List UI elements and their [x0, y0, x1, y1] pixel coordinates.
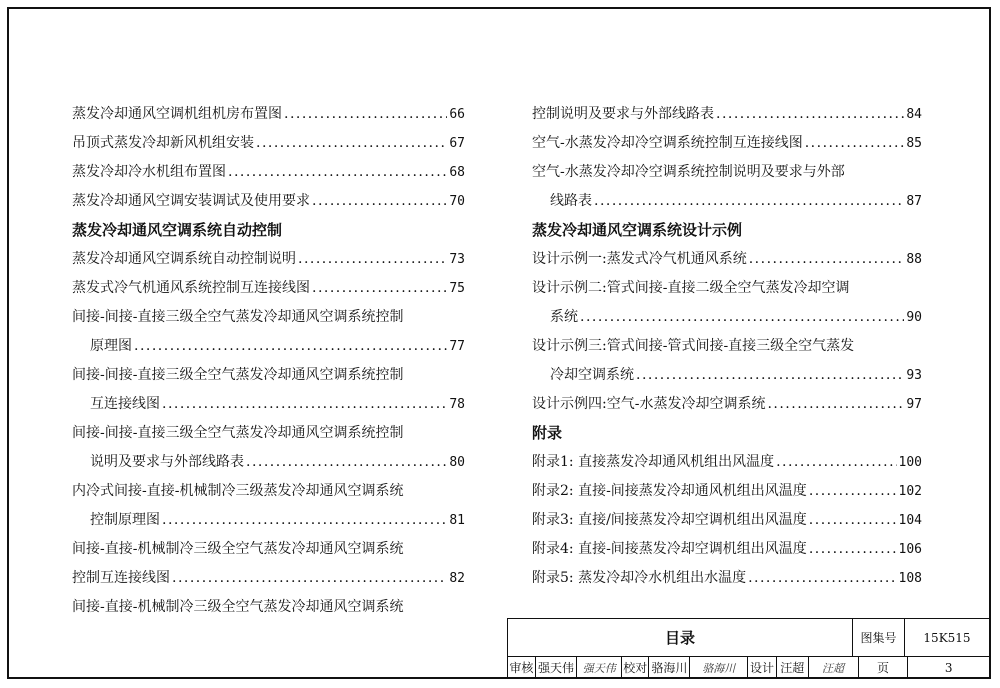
toc-entry-page: 102 — [898, 484, 922, 499]
toc-entry-title: 蒸发冷却冷水机组布置图 — [72, 164, 226, 180]
dot-leader — [636, 361, 904, 390]
toc-entry-title: 设计示例一:蒸发式冷气机通风系统 — [532, 251, 747, 267]
section-heading-text: 附录 — [532, 424, 563, 442]
dot-leader — [134, 332, 447, 361]
toc-entry — [532, 303, 922, 332]
toc-entry-title: 附录2: 直接-间接蒸发冷却通风机组出风温度 — [532, 483, 807, 499]
toc-entry-title: 说明及要求与外部线路表 — [90, 454, 244, 470]
toc-entry-page: 82 — [449, 571, 465, 586]
toc-entry — [72, 564, 465, 593]
toc-entry-title: 吊顶式蒸发冷却新风机组安装 — [72, 135, 254, 151]
toc-entry-title: 间接-间接-直接三级全空气蒸发冷却通风空调系统控制 — [72, 309, 404, 325]
toc-entry — [72, 245, 465, 274]
title-block-title: 目录 — [508, 619, 853, 657]
toc-entry — [72, 158, 465, 187]
toc-entry — [532, 477, 922, 506]
toc-entry-page: 88 — [906, 252, 922, 267]
toc-entry — [532, 332, 922, 361]
toc-right-column — [532, 100, 922, 593]
toc-entry — [72, 477, 465, 506]
toc-entry — [72, 303, 465, 332]
dot-leader — [312, 274, 447, 303]
section-heading-text: 蒸发冷却通风空调系统自动控制 — [72, 221, 283, 239]
reviewer-name: 强天伟 — [536, 657, 577, 678]
toc-left-column — [72, 100, 465, 622]
toc-entry-page: 73 — [449, 252, 465, 267]
toc-entry-title: 间接-直接-机械制冷三级全空气蒸发冷却通风空调系统 — [72, 599, 404, 615]
toc-entry-title: 蒸发式冷气机通风系统控制互连接线图 — [72, 280, 310, 296]
toc-entry — [72, 129, 465, 158]
toc-entry-page: 106 — [898, 542, 922, 557]
toc-entry — [532, 158, 922, 187]
reviewer-signature: 强天伟 — [577, 657, 622, 678]
signature-row — [508, 657, 989, 678]
toc-entry-title: 空气-水蒸发冷却冷空调系统控制说明及要求与外部 — [532, 164, 845, 180]
dot-leader — [172, 564, 447, 593]
atlas-number-value: 15K515 — [905, 619, 989, 657]
dot-leader — [580, 303, 904, 332]
toc-entry-page: 78 — [449, 397, 465, 412]
section-heading — [72, 216, 465, 245]
dot-leader — [312, 187, 447, 216]
dot-leader — [246, 448, 447, 477]
toc-entry-page: 77 — [449, 339, 465, 354]
toc-entry-title: 间接-间接-直接三级全空气蒸发冷却通风空调系统控制 — [72, 367, 404, 383]
toc-entry-page: 66 — [449, 107, 465, 122]
toc-entry-title: 附录4: 直接-间接蒸发冷却空调机组出风温度 — [532, 541, 807, 557]
toc-entry-page: 75 — [449, 281, 465, 296]
page-label: 页 — [859, 657, 909, 678]
dot-leader — [298, 245, 447, 274]
atlas-number-label: 图集号 — [853, 619, 905, 657]
toc-entry-title: 设计示例二:管式间接-直接二级全空气蒸发冷却空调 — [532, 280, 850, 296]
dot-leader — [809, 477, 897, 506]
toc-entry-title: 蒸发冷却通风空调系统自动控制说明 — [72, 251, 296, 267]
dot-leader — [767, 390, 904, 419]
toc-entry-title: 原理图 — [90, 338, 132, 354]
toc-entry — [532, 564, 922, 593]
toc-entry-page: 81 — [449, 513, 465, 528]
toc-entry — [532, 245, 922, 274]
toc-entry-page: 104 — [898, 513, 922, 528]
review-label: 审核 — [508, 657, 536, 678]
dot-leader — [776, 448, 896, 477]
dot-leader — [228, 158, 447, 187]
page-number: 3 — [944, 660, 953, 675]
toc-entry — [532, 506, 922, 535]
toc-entry-page: 68 — [449, 165, 465, 180]
toc-entry — [72, 274, 465, 303]
toc-entry — [72, 506, 465, 535]
toc-entry — [532, 187, 922, 216]
toc-entry-title: 冷却空调系统 — [550, 367, 634, 383]
toc-entry — [532, 390, 922, 419]
toc-entry — [532, 448, 922, 477]
toc-entry-page: 85 — [906, 136, 922, 151]
toc-entry-page: 84 — [906, 107, 922, 122]
toc-entry — [72, 448, 465, 477]
toc-entry-title: 内冷式间接-直接-机械制冷三级蒸发冷却通风空调系统 — [72, 483, 404, 499]
dot-leader — [716, 100, 904, 129]
toc-entry-title: 控制说明及要求与外部线路表 — [532, 106, 714, 122]
toc-entry-page: 67 — [449, 136, 465, 151]
toc-entry-page: 70 — [449, 194, 465, 209]
section-heading — [532, 216, 922, 245]
toc-entry-title: 设计示例三:管式间接-管式间接-直接三级全空气蒸发 — [532, 338, 855, 354]
dot-leader — [809, 535, 897, 564]
toc-entry — [72, 593, 465, 622]
toc-entry — [532, 100, 922, 129]
design-label: 设计 — [748, 657, 777, 678]
toc-entry-title: 线路表 — [550, 193, 592, 209]
title-block — [507, 618, 991, 679]
checker-signature: 骆海川 — [690, 657, 748, 678]
toc-entry-title: 蒸发冷却通风空调安装调试及使用要求 — [72, 193, 310, 209]
toc-entry — [72, 361, 465, 390]
toc-entry-title: 互连接线图 — [90, 396, 160, 412]
toc-entry — [532, 361, 922, 390]
toc-entry — [72, 419, 465, 448]
checker-name: 骆海川 — [649, 657, 690, 678]
toc-entry — [532, 129, 922, 158]
check-label: 校对 — [622, 657, 649, 678]
toc-entry-title: 间接-直接-机械制冷三级全空气蒸发冷却通风空调系统 — [72, 541, 404, 557]
dot-leader — [594, 187, 904, 216]
toc-entry — [532, 274, 922, 303]
designer-name: 汪超 — [777, 657, 809, 678]
toc-entry-title: 系统 — [550, 309, 578, 325]
toc-entry-title: 空气-水蒸发冷却冷空调系统控制互连接线图 — [532, 135, 803, 151]
toc-entry-page: 100 — [898, 455, 922, 470]
toc-entry-page: 87 — [906, 194, 922, 209]
toc-entry — [532, 535, 922, 564]
toc-entry-title: 设计示例四:空气-水蒸发冷却空调系统 — [532, 396, 766, 412]
dot-leader — [256, 129, 447, 158]
dot-leader — [162, 390, 447, 419]
dot-leader — [805, 129, 905, 158]
toc-entry-title: 控制原理图 — [90, 512, 160, 528]
dot-leader — [748, 564, 896, 593]
section-heading — [532, 419, 922, 448]
toc-entry-title: 控制互连接线图 — [72, 570, 170, 586]
toc-entry-title: 间接-间接-直接三级全空气蒸发冷却通风空调系统控制 — [72, 425, 404, 441]
toc-entry — [72, 187, 465, 216]
dot-leader — [809, 506, 897, 535]
toc-entry — [72, 535, 465, 564]
dot-leader — [749, 245, 905, 274]
toc-entry-page: 97 — [906, 397, 922, 412]
toc-entry-title: 附录1: 直接蒸发冷却通风机组出风温度 — [532, 454, 775, 470]
section-heading-text: 蒸发冷却通风空调系统设计示例 — [532, 221, 743, 239]
toc-entry — [72, 332, 465, 361]
toc-entry-page: 108 — [898, 571, 922, 586]
toc-entry-title: 蒸发冷却通风空调机组机房布置图 — [72, 106, 282, 122]
toc-entry-page: 90 — [906, 310, 922, 325]
toc-entry — [72, 100, 465, 129]
designer-signature: 汪超 — [809, 657, 859, 678]
toc-entry-page: 93 — [906, 368, 922, 383]
dot-leader — [162, 506, 447, 535]
dot-leader — [284, 100, 447, 129]
toc-entry-title: 附录5: 蒸发冷却冷水机组出水温度 — [532, 570, 747, 586]
toc-entry-title: 附录3: 直接/间接蒸发冷却空调机组出风温度 — [532, 512, 807, 528]
toc-entry — [72, 390, 465, 419]
toc-entry-page: 80 — [449, 455, 465, 470]
